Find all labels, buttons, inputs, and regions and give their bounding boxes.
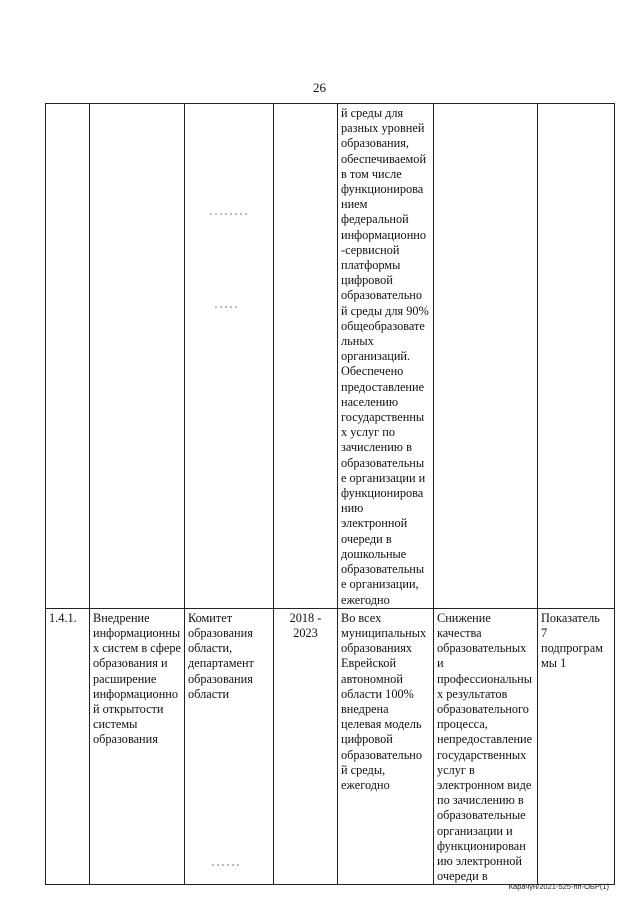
page-number: 26	[313, 80, 326, 95]
table-row	[46, 104, 615, 609]
cell-expected-result: й среды для разных уровней образования, обеспечиваемой в том числе функционирова нием федеральной информационно -сервисной платформы цифровой образовательно й среды для 90% общеобразовате льных организаций. Обеспечено предоставление населению государственны х услуг по зачислению в образовательны е организации и функционирова нию электронной очереди в дошкольные образовательны е организации, ежегодно	[338, 104, 434, 609]
cell-indicator-link: Показатель 7 подпрограм мы 1	[538, 608, 615, 885]
scan-artifact	[210, 213, 250, 215]
cell-expected-result: Во всех муниципальных образованиях Еврейской автономной области 100% внедрена целевая модель цифровой образовательно й среды, ежегодно	[338, 608, 434, 885]
cell-period: 2018 - 2023	[274, 608, 338, 885]
cell-measure-name	[90, 104, 185, 609]
scan-artifact	[215, 306, 240, 308]
cell-period	[274, 104, 338, 609]
document-code: Карачун/2021-525-пп-ОБР(1)	[508, 882, 609, 891]
scan-artifact	[212, 864, 242, 866]
table-row	[46, 608, 615, 885]
cell-consequences	[434, 104, 538, 609]
cell-consequences: Снижение качества образовательных и профессиональны х результатов образовательного процесса, непредоставление государственных услуг в электронном виде по зачислению в образовательные организации и функционирован ию электронной очереди в	[434, 608, 538, 885]
measures-table	[45, 103, 615, 885]
cell-number	[46, 104, 90, 609]
cell-executor	[185, 104, 274, 609]
cell-executor: Комитет образования области, департамент образования области	[185, 608, 274, 885]
cell-number: 1.4.1.	[46, 608, 90, 885]
cell-indicator-link	[538, 104, 615, 609]
cell-measure-name: Внедрение информационны х систем в сфере образования и расширение информационно й открытости системы образования	[90, 608, 185, 885]
